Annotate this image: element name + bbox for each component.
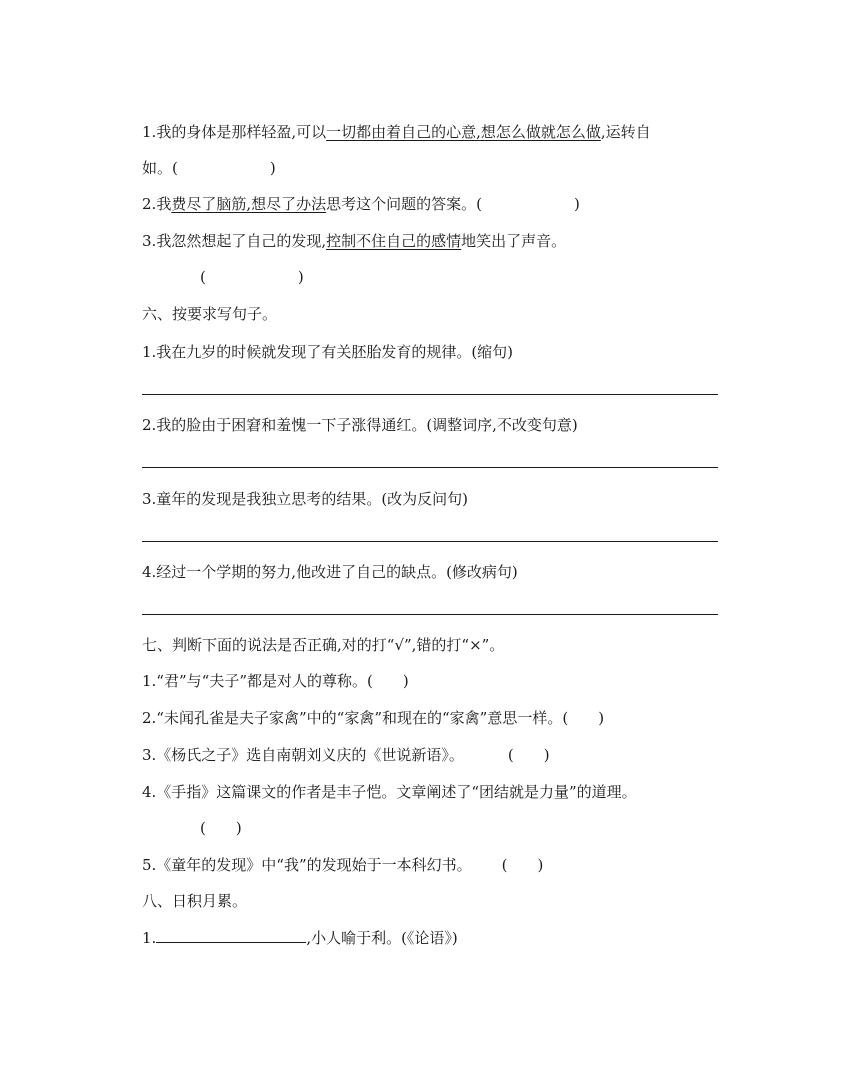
question-number: 1.	[142, 929, 157, 947]
paren-close: )	[402, 672, 409, 690]
question-text: 2.“未闻孔雀是夫子家禽”中的“家禽”和现在的“家禽”意思一样。(	[142, 709, 569, 727]
answer-line-6-4[interactable]	[142, 614, 718, 615]
question-text: 地笑出了声音。	[461, 232, 567, 250]
underlined-phrase: 控制不住自己的感情	[326, 232, 462, 250]
question-6-2: 2.我的脸由于困窘和羞愧一下子涨得通红。(调整词序,不改变句意)	[142, 416, 578, 434]
question-text: 3.《杨氏之子》选自南朝刘义庆的《世说新语》。	[142, 746, 464, 764]
question-text: 4.《手指》这篇课文的作者是丰子恺。文章阐述了“团结就是力量”的道理。	[142, 783, 637, 801]
question-7-2	[142, 708, 604, 728]
question-6-4: 4.经过一个学期的努力,他改进了自己的缺点。(修改病句)	[142, 563, 518, 581]
question-text: 我	[156, 195, 172, 213]
question-text: ,运转自	[600, 123, 651, 141]
question-6-3: 3.童年的发现是我独立思考的结果。(改为反问句)	[142, 490, 469, 508]
question-7-4-answer	[200, 818, 242, 838]
paren-close: )	[297, 268, 304, 286]
answer-line-6-1[interactable]	[142, 394, 718, 395]
paren-open: (	[507, 746, 514, 764]
question-7-5	[142, 855, 543, 875]
question-text: 如。(	[142, 159, 178, 177]
underlined-phrase: 费尽了脑筋,想尽了办法	[171, 195, 327, 213]
paren-close: )	[598, 709, 605, 727]
fill-in-blank[interactable]	[156, 928, 306, 943]
paren-open: (	[200, 819, 206, 837]
question-5-3	[142, 231, 566, 251]
question-6-1: 1.我在九岁的时候就发现了有关胚胎发育的规律。(缩句)	[142, 343, 514, 361]
section-6-heading: 六、按要求写句子。	[142, 305, 278, 323]
paren-close: )	[543, 746, 550, 764]
question-text: 1.“君”与“夫子”都是对人的尊称。(	[142, 672, 373, 690]
paren-close: )	[573, 195, 580, 213]
section-7-heading: 七、判断下面的说法是否正确,对的打“√”,错的打“×”。	[142, 636, 505, 654]
answer-line-6-2[interactable]	[142, 467, 718, 468]
question-5-3-answer	[200, 267, 304, 287]
paren-open: (	[200, 268, 206, 286]
question-number: 1.	[142, 123, 157, 141]
question-7-3	[142, 745, 550, 765]
paren-open: (	[501, 856, 508, 874]
underlined-phrase: 一切都由着自己的心意,想怎么做就怎么做	[326, 123, 601, 141]
paren-close: )	[269, 159, 276, 177]
question-5-2	[142, 194, 580, 214]
answer-line-6-3[interactable]	[142, 541, 718, 542]
section-8-heading: 八、日积月累。	[142, 892, 248, 910]
question-number: 2.	[142, 195, 157, 213]
question-text: 我的身体是那样轻盈,可以	[156, 123, 327, 141]
question-7-4	[142, 782, 637, 802]
question-number: 3.	[142, 232, 157, 250]
question-5-1-line-2	[142, 158, 276, 178]
paren-close: )	[537, 856, 544, 874]
paren-close: )	[235, 819, 242, 837]
question-text: ,小人喻于利。(《论语》)	[306, 929, 458, 947]
question-text: 思考这个问题的答案。(	[326, 195, 482, 213]
question-5-1-line-1	[142, 122, 651, 142]
question-text: 5.《童年的发现》中“我”的发现始于一本科幻书。	[142, 856, 472, 874]
question-8-1	[142, 928, 458, 948]
question-text: 我忽然想起了自己的发现,	[156, 232, 327, 250]
question-7-1	[142, 671, 409, 691]
